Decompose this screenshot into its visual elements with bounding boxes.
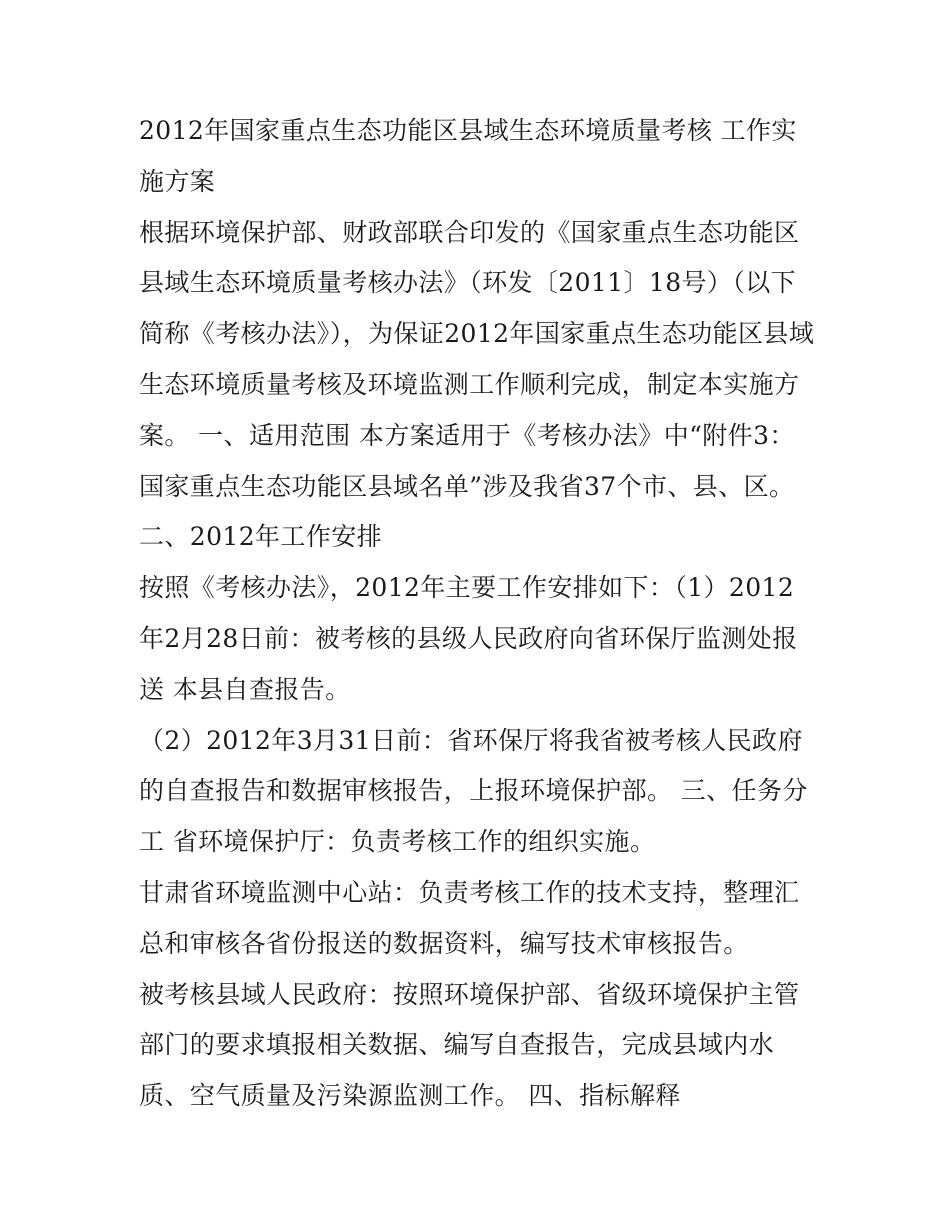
document-body [139,106,819,1122]
paragraph-monitoring-center: 甘肃省环境监测中心站：负责考核工作的技术支持，整理汇总和审核各省份报送的数据资料，编写技术审核报告。 [139,877,800,958]
paragraph-county-government: 被考核县域人民政府：按照环境保护部、省级环境保护主管部门的要求填报相关数据、编写自查报告，完成县域内水质、空气质量及污染源监测工作。 四、指标解释 [139,979,800,1111]
paragraph-schedule-2: （2）2012年3月31日前：省环保厅将我省被考核人民政府的自查报告和数据审核报告，上报环境保护部。 三、任务分工 省环境保护厅：负责考核工作的组织实施。 [139,725,808,857]
paragraph-schedule: 按照《考核办法》，2012年主要工作安排如下：（1）2012年2月28日前：被考核的县级人民政府向省环保厅监测处报送 本县自查报告。 [139,573,798,704]
document-title: 2012年国家重点生态功能区县域生态环境质量考核 工作实施方案 [139,116,797,196]
paragraph-intro: 根据环境保护部、财政部联合印发的《国家重点生态功能区县域生态环境质量考核办法》（环发〔2011〕18号）（以下简称《考核办法》），为保证2012年国家重点生态功能区县域生态环境质量考核及环境监测工作顺利完成，制定本实施方案。 一、适用范围 本方案适用于《考核办法》中“附件3：国家重点生态功能区县域名单”涉及我省37个市、县、区。 二、2012年工作安排 [139,217,815,552]
